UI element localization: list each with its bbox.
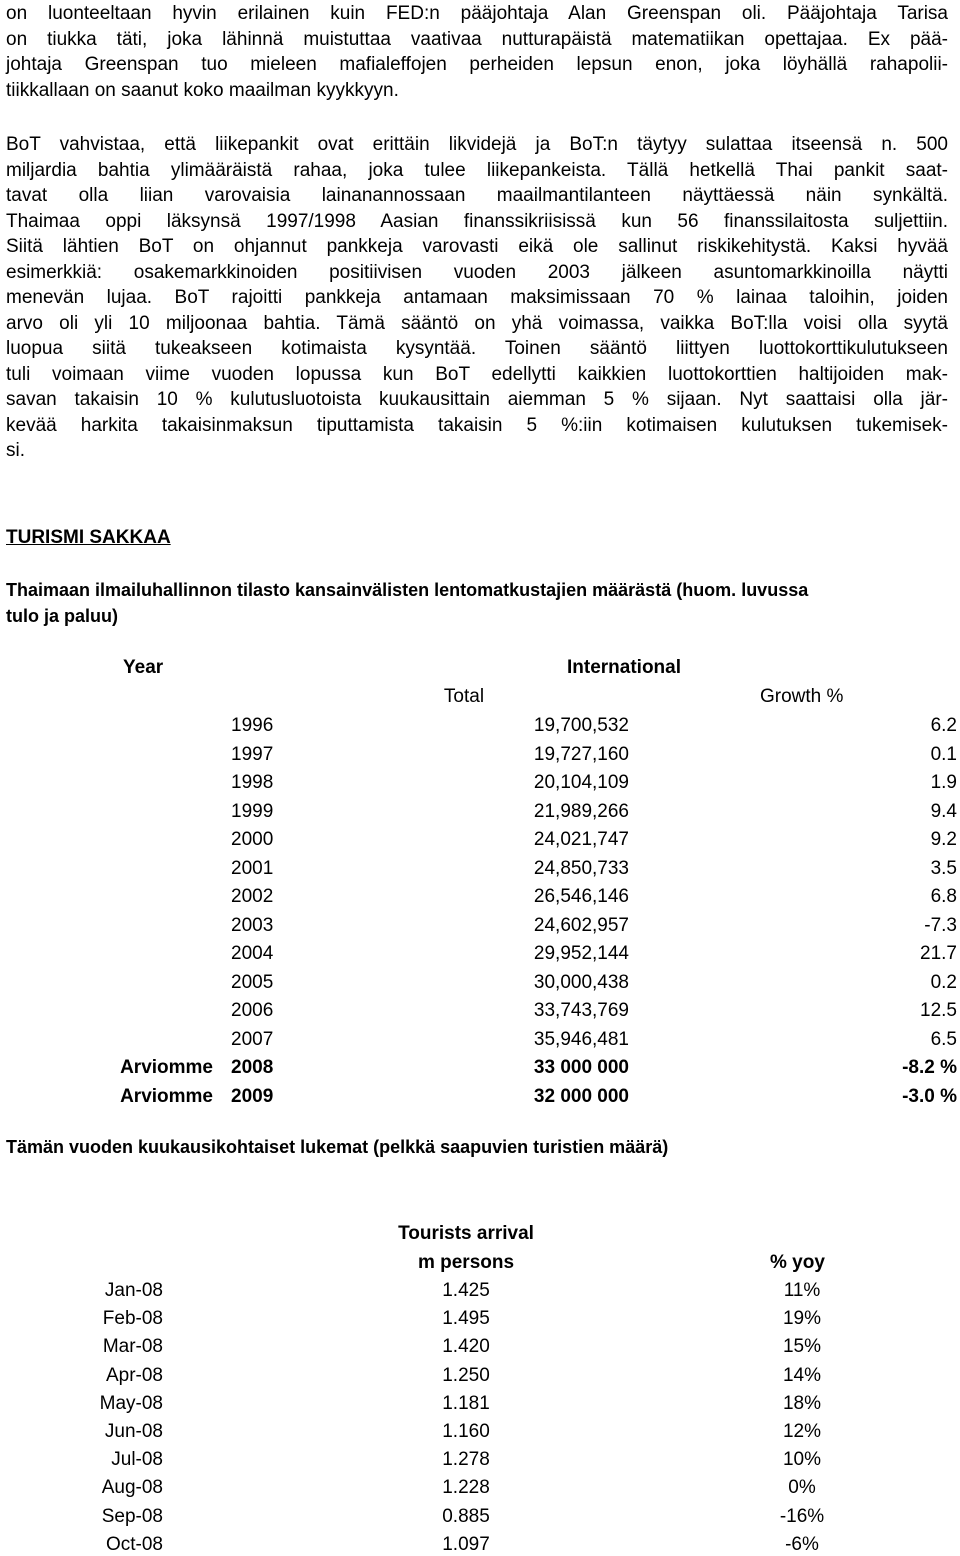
table2-header-arrivals: Tourists arrival <box>398 1223 534 1244</box>
table1-row-growth: -8.2 % <box>902 1057 957 1078</box>
table1-row-total: 21,989,266 <box>533 800 629 822</box>
table1-row-growth: 9.2 <box>930 829 957 850</box>
table1-row-growth: 9.4 <box>930 800 957 822</box>
table2-row-value: 1.097 <box>442 1533 490 1555</box>
table1-row-growth: 6.2 <box>930 715 957 736</box>
table2-row-value: 1.425 <box>442 1280 490 1301</box>
table2-row-value: 0.885 <box>442 1505 490 1527</box>
table2-row-yoy: -16% <box>779 1505 825 1527</box>
bot-paragraph <box>6 132 948 464</box>
paragraph-line: Thaimaa oppi läksynsä 1997/1998 Aasian finanssikriisissä kun 56 finanssilaitosta suljettiin. <box>6 210 948 232</box>
table1-row-year: 1996 <box>231 715 274 736</box>
table1-row-total: 35,946,481 <box>533 1028 629 1050</box>
table1-row-total: 29,952,144 <box>533 943 629 964</box>
table2-row-month: Feb-08 <box>102 1308 163 1330</box>
table1-row-year: 2000 <box>231 829 274 850</box>
table1-header-growth: Growth % <box>760 686 844 707</box>
table1-row-total: 32 000 000 <box>533 1085 629 1107</box>
table1-row-year: 2006 <box>231 1000 274 1021</box>
table1-row-year: 2002 <box>231 886 274 907</box>
paragraph-line: tavat olla liian varovaisia lainanannossaan maailmantilanteen näyttäessä näin synkältä. <box>6 185 948 206</box>
table1-row-label: Arviomme <box>120 1057 213 1078</box>
table1-header-total: Total <box>443 686 485 707</box>
table1-row-total: 20,104,109 <box>533 772 629 793</box>
table1-row-total: 33 000 000 <box>533 1057 629 1078</box>
table1-row-year: 1998 <box>231 772 274 793</box>
table2-row-value: 1.250 <box>442 1364 490 1386</box>
paragraph-line: tuli voimaan viime vuoden lopussa kun BoT edellytti kaikkien luottokorttien haltijoiden mak- <box>6 363 948 385</box>
table2-title: Tämän vuoden kuukausikohtaiset lukemat (pelkkä saapuvien turistien määrä) <box>6 1137 669 1157</box>
table1-title-line: Thaimaan ilmailuhallinnon tilasto kansainvälisten lentomatkustajien määrästä (huom. luvussa <box>6 580 809 600</box>
table2-row-value: 1.420 <box>442 1336 490 1358</box>
table2-row-yoy: 18% <box>782 1392 822 1414</box>
intro-paragraph <box>6 1 948 103</box>
paragraph-line: BoT vahvistaa, että liikepankit ovat erittäin likvidejä ja BoT:n täytyy sulattaa itseensä n. 500 <box>6 134 948 155</box>
table2-row-value: 1.228 <box>442 1477 490 1499</box>
paragraph-line: johtaja Greenspan tuo mieleen mafialeffojen perheiden lepsun enon, joka löyhällä rahapolii- <box>6 54 948 75</box>
table1-row-growth: 21.7 <box>920 943 957 964</box>
table2-row-yoy: 10% <box>782 1449 822 1471</box>
table1-row-year: 1999 <box>231 800 274 822</box>
table1-row-total: 24,602,957 <box>533 914 629 936</box>
paragraph-line: menevän lujaa. BoT rajoitti pankkeja antamaan maksimissaan 70 % lainaa taloihin, joiden <box>6 287 948 308</box>
table2-row-value: 1.160 <box>442 1421 490 1442</box>
table1-row-growth: 1.9 <box>930 772 957 793</box>
table2-row-month: Oct-08 <box>105 1533 163 1555</box>
table1-row-growth: 6.8 <box>930 886 957 907</box>
paragraph-line: on luonteeltaan hyvin erilainen kuin FED:n pääjohtaja Alan Greenspan oli. Pääjohtaja Tarisa <box>6 3 948 24</box>
table1-row-total: 24,850,733 <box>533 857 629 879</box>
table1-row-growth: -3.0 % <box>902 1085 957 1107</box>
table1-row-growth: -7.3 <box>924 914 957 936</box>
table1-row-year: 2003 <box>231 914 274 936</box>
table1-title <box>6 577 808 629</box>
table2-row-yoy: 19% <box>782 1308 822 1330</box>
table1-row-total: 33,743,769 <box>533 1000 629 1021</box>
table2-row-month: Aug-08 <box>101 1477 163 1499</box>
table2-row-month: Jul-08 <box>111 1449 163 1471</box>
paragraph-line: kevää harkita takaisinmaksun tiputtamista takaisin 5 %:iin kotimaisen kulutuksen tukemisek- <box>6 414 948 436</box>
table2-row-yoy: 11% <box>783 1280 821 1301</box>
table1-row-year: 2001 <box>231 857 274 879</box>
table1-row-total: 19,727,160 <box>533 743 629 765</box>
table1-row-growth: 0.2 <box>930 971 957 993</box>
paragraph-line: luopua siitä tukeakseen kotimaista kysyntää. Toinen sääntö liittyen luottokorttikulutukseen <box>6 338 948 359</box>
table2-row-value: 1.181 <box>442 1392 490 1414</box>
table2-row-yoy: 14% <box>782 1364 822 1386</box>
table2-row-yoy: 0% <box>788 1477 816 1499</box>
table1-row-year: 2007 <box>231 1028 274 1050</box>
table2-row-yoy: -6% <box>785 1533 819 1555</box>
paragraph-line: savan takaisin 10 % kulutusluotoista kuukausittain aiemman 5 % sijaan. Nyt saattaisi olla jär- <box>6 389 948 410</box>
paragraph-line: arvo oli yli 10 miljoonaa bahtia. Tämä sääntö on yhä voimassa, vaikka BoT:lla voisi olla syytä <box>6 312 948 334</box>
paragraph-line: tiikkallaan on saanut koko maailman kyykkyyn. <box>6 79 399 101</box>
table1-row-total: 19,700,532 <box>533 715 629 736</box>
paragraph-line: si. <box>6 440 25 461</box>
table1-header-year: Year <box>123 657 164 678</box>
table2-header-unit: m persons <box>417 1252 515 1273</box>
paragraph-line: on tiukka täti, joka lähinnä muistuttaa vaativaa nutturapäistä matematiikan opettajaa. Ex pää- <box>6 28 948 50</box>
table1-header-international: International <box>567 657 682 678</box>
table2-row-yoy: 12% <box>782 1421 822 1442</box>
table1-row-year: 2008 <box>231 1057 274 1078</box>
table1-row-total: 24,021,747 <box>533 829 629 850</box>
table2-header-yoy: % yoy <box>770 1252 825 1273</box>
table1-row-growth: 3.5 <box>930 857 957 879</box>
table2-row-value: 1.278 <box>442 1449 490 1471</box>
table2-row-value: 1.495 <box>442 1308 490 1330</box>
table2-row-month: Apr-08 <box>105 1364 163 1386</box>
table2-row-month: Mar-08 <box>102 1336 163 1358</box>
table1-row-growth: 6.5 <box>930 1028 957 1050</box>
table1-row-year: 2005 <box>231 971 274 993</box>
table2-row-month: Sep-08 <box>101 1505 163 1527</box>
table1-row-total: 26,546,146 <box>533 886 629 907</box>
table1-row-growth: 0.1 <box>930 743 957 765</box>
table1-row-year: 1997 <box>231 743 274 765</box>
section-heading: TURISMI SAKKAA <box>6 527 171 548</box>
table2-row-month: Jun-08 <box>104 1421 163 1442</box>
table1-row-year: 2009 <box>231 1085 274 1107</box>
table2-row-month: Jan-08 <box>104 1280 163 1301</box>
table1-row-total: 30,000,438 <box>533 971 629 993</box>
table1-row-year: 2004 <box>231 943 274 964</box>
paragraph-line: miljardia bahtia ylimääräistä rahaa, joka tulee liikepankeista. Tällä hetkellä Thai pankit saat- <box>6 159 948 181</box>
table2-row-month: May-08 <box>99 1392 163 1414</box>
table2-row-yoy: 15% <box>782 1336 822 1358</box>
table1-title-line: tulo ja paluu) <box>6 606 118 626</box>
table1-row-label: Arviomme <box>120 1085 213 1107</box>
paragraph-line: esimerkkiä: osakemarkkinoiden positiivisen vuoden 2003 jälkeen asuntomarkkinoilla näytti <box>6 261 948 283</box>
paragraph-line: Siitä lähtien BoT on ohjannut pankkeja varovasti eikä ole sallinut riskikehitystä. Kaksi hyvää <box>6 236 948 257</box>
table1-row-growth: 12.5 <box>920 1000 957 1021</box>
